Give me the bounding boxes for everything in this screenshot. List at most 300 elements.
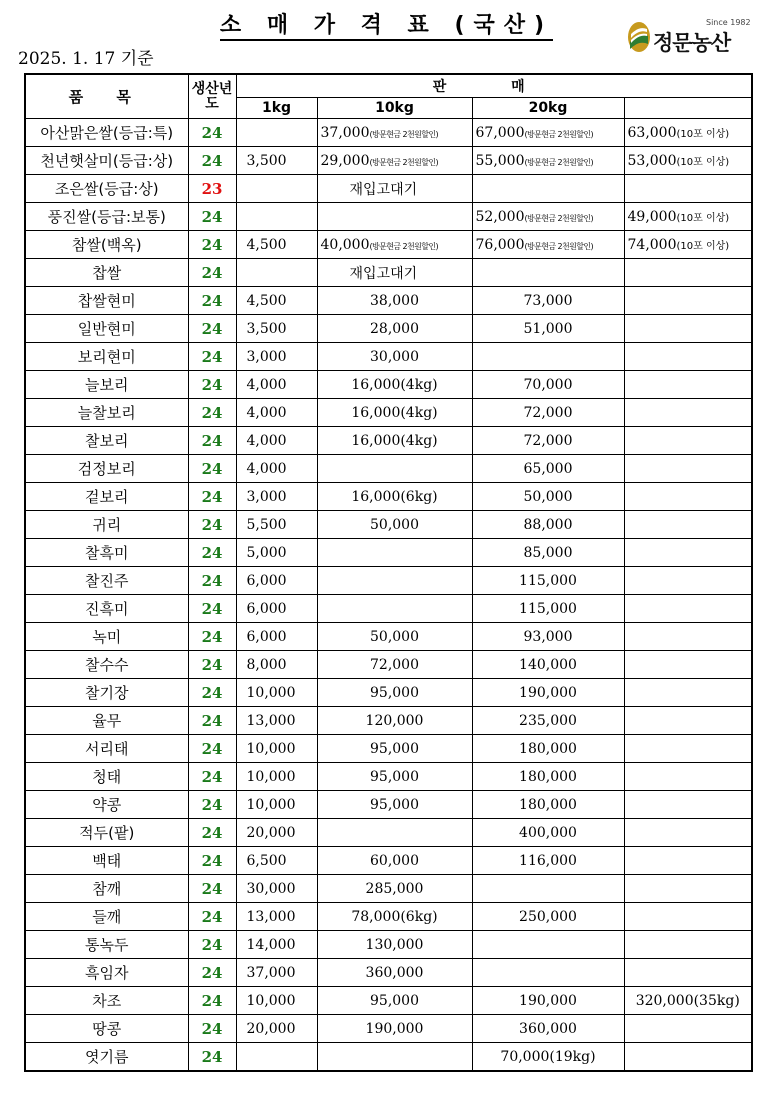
item-name: 찰흑미 (25, 539, 188, 567)
company-logo (626, 14, 756, 58)
price-10kg (317, 875, 472, 903)
price-1kg: 6,000 (236, 567, 317, 595)
price-extra (624, 651, 752, 679)
price-value: 30,000 (370, 348, 419, 365)
price-extra (624, 1043, 752, 1072)
table-row (25, 343, 752, 371)
price-20kg (472, 343, 624, 371)
price-value: 76,000 (475, 236, 525, 253)
price-value: 95,000 (370, 684, 419, 701)
price-value: 180,000 (519, 768, 577, 785)
price-20kg (472, 791, 624, 819)
price-value: 285,000 (365, 880, 424, 897)
price-extra (624, 175, 752, 203)
price-10kg (317, 735, 472, 763)
price-10kg (317, 567, 472, 595)
price-value: 51,000 (523, 320, 573, 337)
price-note: (방문현금 2천원할인) (369, 157, 438, 167)
price-20kg (472, 847, 624, 875)
price-20kg (472, 483, 624, 511)
price-value: 72,000 (523, 432, 573, 449)
price-10kg (317, 455, 472, 483)
price-note: (방문현금 2천원할인) (524, 129, 593, 139)
price-value: 63,000 (627, 124, 677, 141)
price-1kg: 10,000 (236, 763, 317, 791)
item-name: 땅콩 (25, 1015, 188, 1043)
item-name: 겉보리 (25, 483, 188, 511)
price-20kg (472, 203, 624, 231)
item-name: 청태 (25, 763, 188, 791)
price-value: 235,000 (519, 712, 577, 729)
price-value: 180,000 (519, 796, 577, 813)
price-1kg: 10,000 (236, 791, 317, 819)
price-extra (624, 203, 752, 231)
item-name: 약콩 (25, 791, 188, 819)
price-20kg (472, 735, 624, 763)
production-year: 24 (188, 623, 236, 651)
price-value: 70,000(19kg) (500, 1048, 596, 1065)
price-20kg (472, 427, 624, 455)
price-extra (624, 119, 752, 147)
item-name: 엿기름 (25, 1043, 188, 1072)
price-20kg (472, 399, 624, 427)
price-value: 65,000 (523, 460, 573, 477)
price-value: 50,000 (523, 488, 573, 505)
price-10kg (317, 119, 472, 147)
price-1kg: 4,000 (236, 371, 317, 399)
price-20kg (472, 315, 624, 343)
price-10kg (317, 1043, 472, 1072)
price-extra (624, 147, 752, 175)
price-1kg: 6,000 (236, 623, 317, 651)
item-name: 찰보리 (25, 427, 188, 455)
production-year: 24 (188, 315, 236, 343)
price-extra (624, 679, 752, 707)
table-row (25, 679, 752, 707)
header-year: 생산년도 (188, 74, 236, 119)
price-1kg: 10,000 (236, 679, 317, 707)
price-10kg (317, 819, 472, 847)
price-1kg (236, 175, 317, 203)
price-1kg: 20,000 (236, 1015, 317, 1043)
price-value: 40,000 (320, 236, 370, 253)
price-note: (방문현금 2천원할인) (524, 213, 593, 223)
price-20kg (472, 959, 624, 987)
price-1kg: 5,500 (236, 511, 317, 539)
price-value: 37,000 (320, 124, 370, 141)
production-year: 24 (188, 483, 236, 511)
price-1kg: 30,000 (236, 875, 317, 903)
price-20kg (472, 763, 624, 791)
price-extra (624, 595, 752, 623)
item-name: 아산맑은쌀(등급:특) (25, 119, 188, 147)
production-year: 24 (188, 427, 236, 455)
price-20kg (472, 287, 624, 315)
item-name: 조은쌀(등급:상) (25, 175, 188, 203)
table-row (25, 371, 752, 399)
item-name: 귀리 (25, 511, 188, 539)
price-value: 140,000 (519, 656, 577, 673)
price-value: 16,000(4kg) (351, 404, 438, 421)
production-year: 24 (188, 203, 236, 231)
price-1kg: 20,000 (236, 819, 317, 847)
price-value: 115,000 (519, 600, 577, 617)
price-value: 95,000 (370, 796, 419, 813)
price-value: 72,000 (370, 656, 419, 673)
price-note: (방문현금 2천원할인) (369, 241, 438, 251)
price-20kg (472, 1015, 624, 1043)
price-20kg (472, 931, 624, 959)
price-10kg (317, 903, 472, 931)
production-year: 24 (188, 231, 236, 259)
price-extra (624, 819, 752, 847)
price-1kg: 14,000 (236, 931, 317, 959)
price-extra (624, 875, 752, 903)
price-1kg: 6,500 (236, 847, 317, 875)
price-note: (10포 이상) (676, 212, 730, 224)
item-name: 통녹두 (25, 931, 188, 959)
production-year: 24 (188, 679, 236, 707)
table-row (25, 595, 752, 623)
table-row (25, 567, 752, 595)
price-1kg: 3,500 (236, 315, 317, 343)
item-name: 검정보리 (25, 455, 188, 483)
table-row (25, 735, 752, 763)
production-year: 24 (188, 455, 236, 483)
price-10kg (317, 147, 472, 175)
table-row (25, 959, 752, 987)
price-extra (624, 287, 752, 315)
price-20kg (472, 539, 624, 567)
page-title-text: 소 매 가 격 표 (국산) (220, 13, 553, 41)
production-year: 24 (188, 371, 236, 399)
price-rows (25, 119, 752, 1072)
price-value: 115,000 (519, 572, 577, 589)
price-20kg (472, 819, 624, 847)
header-unit-10kg: 10kg (317, 98, 472, 119)
production-year: 24 (188, 819, 236, 847)
production-year: 24 (188, 147, 236, 175)
table-row (25, 203, 752, 231)
price-20kg (472, 623, 624, 651)
price-10kg (317, 763, 472, 791)
table-row (25, 399, 752, 427)
price-1kg: 4,500 (236, 287, 317, 315)
table-row (25, 875, 752, 903)
price-extra (624, 315, 752, 343)
price-1kg: 4,000 (236, 455, 317, 483)
table-row (25, 1015, 752, 1043)
item-name: 보리현미 (25, 343, 188, 371)
item-name: 풍진쌀(등급:보통) (25, 203, 188, 231)
price-value: 93,000 (523, 628, 573, 645)
header-unit-1kg: 1kg (236, 98, 317, 119)
price-1kg: 3,500 (236, 147, 317, 175)
price-extra (624, 567, 752, 595)
table-row (25, 539, 752, 567)
production-year: 24 (188, 735, 236, 763)
item-name: 적두(팥) (25, 819, 188, 847)
header-sales: 판 매 (236, 74, 752, 98)
price-20kg (472, 679, 624, 707)
table-row (25, 819, 752, 847)
price-note: (방문현금 2천원할인) (524, 157, 593, 167)
item-name: 녹미 (25, 623, 188, 651)
production-year: 24 (188, 343, 236, 371)
price-table (24, 73, 753, 1072)
price-10kg (317, 959, 472, 987)
price-20kg (472, 707, 624, 735)
production-year: 24 (188, 259, 236, 287)
price-extra (624, 763, 752, 791)
price-note: (방문현금 2천원할인) (369, 129, 438, 139)
price-value: 16,000(4kg) (351, 376, 438, 393)
restock-status: 재입고대기 (317, 259, 472, 287)
price-10kg (317, 679, 472, 707)
production-year: 24 (188, 1043, 236, 1072)
item-name: 일반현미 (25, 315, 188, 343)
production-year: 24 (188, 903, 236, 931)
price-1kg: 5,000 (236, 539, 317, 567)
price-1kg: 8,000 (236, 651, 317, 679)
price-value: 95,000 (370, 992, 419, 1009)
item-name: 참깨 (25, 875, 188, 903)
price-value: 72,000 (523, 404, 573, 421)
production-year: 24 (188, 987, 236, 1015)
production-year: 24 (188, 567, 236, 595)
item-name: 백태 (25, 847, 188, 875)
price-10kg (317, 399, 472, 427)
price-extra (624, 427, 752, 455)
price-value: 190,000 (519, 992, 577, 1009)
price-extra (624, 847, 752, 875)
price-value: 73,000 (523, 292, 573, 309)
item-name: 찰기장 (25, 679, 188, 707)
table-row (25, 903, 752, 931)
item-name: 들깨 (25, 903, 188, 931)
price-extra (624, 231, 752, 259)
price-extra (624, 1015, 752, 1043)
price-20kg (472, 651, 624, 679)
price-extra (624, 707, 752, 735)
price-extra (624, 399, 752, 427)
production-year: 24 (188, 763, 236, 791)
table-row (25, 231, 752, 259)
header-unit-extra (624, 98, 752, 119)
price-note: (10포 이상) (676, 156, 730, 168)
price-extra (624, 931, 752, 959)
price-1kg: 6,000 (236, 595, 317, 623)
price-value: 250,000 (519, 908, 577, 925)
price-value: 49,000 (627, 208, 677, 225)
price-1kg: 37,000 (236, 959, 317, 987)
table-row (25, 623, 752, 651)
table-row (25, 259, 752, 287)
table-row (25, 651, 752, 679)
price-20kg (472, 567, 624, 595)
price-value: 74,000 (627, 236, 677, 253)
price-extra (624, 343, 752, 371)
price-value: 50,000 (370, 516, 419, 533)
price-10kg (317, 315, 472, 343)
item-name: 찹쌀 (25, 259, 188, 287)
table-row (25, 511, 752, 539)
price-1kg (236, 119, 317, 147)
price-value: 55,000 (475, 152, 525, 169)
item-name: 찹쌀현미 (25, 287, 188, 315)
rice-grain-logo-icon (626, 20, 652, 54)
price-extra (624, 259, 752, 287)
production-year: 24 (188, 119, 236, 147)
price-20kg (472, 455, 624, 483)
table-row (25, 483, 752, 511)
price-10kg (317, 623, 472, 651)
item-name: 찰진주 (25, 567, 188, 595)
table-row (25, 1043, 752, 1072)
price-value: 95,000 (370, 768, 419, 785)
price-extra (624, 455, 752, 483)
price-1kg (236, 1043, 317, 1072)
production-year: 24 (188, 847, 236, 875)
item-name: 차조 (25, 987, 188, 1015)
price-value: 120,000 (365, 712, 424, 729)
price-extra (624, 511, 752, 539)
price-extra (624, 483, 752, 511)
price-10kg (317, 931, 472, 959)
production-year: 24 (188, 287, 236, 315)
price-extra (624, 959, 752, 987)
logo-name: 정문농산 (653, 31, 731, 55)
price-value: 320,000(35kg) (635, 992, 740, 1009)
price-note: (10포 이상) (676, 240, 730, 252)
item-name: 늘찰보리 (25, 399, 188, 427)
price-extra (624, 987, 752, 1015)
price-20kg (472, 231, 624, 259)
price-value: 67,000 (475, 124, 525, 141)
price-10kg (317, 987, 472, 1015)
price-extra (624, 623, 752, 651)
restock-status: 재입고대기 (317, 175, 472, 203)
price-10kg (317, 651, 472, 679)
price-value: 53,000 (627, 152, 677, 169)
price-10kg (317, 511, 472, 539)
price-value: 116,000 (519, 852, 577, 869)
table-row (25, 455, 752, 483)
price-value: 78,000(6kg) (351, 908, 438, 925)
price-20kg (472, 511, 624, 539)
price-10kg (317, 203, 472, 231)
price-extra (624, 735, 752, 763)
production-year: 24 (188, 595, 236, 623)
price-1kg: 4,500 (236, 231, 317, 259)
price-1kg (236, 259, 317, 287)
price-1kg: 4,000 (236, 399, 317, 427)
price-value: 70,000 (523, 376, 573, 393)
table-row (25, 931, 752, 959)
price-20kg (472, 371, 624, 399)
item-name: 율무 (25, 707, 188, 735)
table-row (25, 287, 752, 315)
item-name: 진흑미 (25, 595, 188, 623)
price-10kg (317, 595, 472, 623)
table-row (25, 175, 752, 203)
price-20kg (472, 147, 624, 175)
price-value: 190,000 (365, 1020, 424, 1037)
table-row (25, 987, 752, 1015)
price-note: (방문현금 2천원할인) (524, 241, 593, 251)
price-10kg (317, 427, 472, 455)
price-extra (624, 371, 752, 399)
price-value: 16,000(4kg) (351, 432, 438, 449)
production-year: 24 (188, 1015, 236, 1043)
table-row (25, 315, 752, 343)
price-extra (624, 539, 752, 567)
price-10kg (317, 791, 472, 819)
price-value: 88,000 (523, 516, 573, 533)
price-value: 190,000 (519, 684, 577, 701)
price-10kg (317, 231, 472, 259)
production-year: 24 (188, 707, 236, 735)
table-row (25, 763, 752, 791)
price-10kg (317, 287, 472, 315)
price-extra (624, 903, 752, 931)
price-1kg: 10,000 (236, 987, 317, 1015)
price-20kg (472, 903, 624, 931)
table-row (25, 791, 752, 819)
production-year: 24 (188, 791, 236, 819)
production-year: 24 (188, 511, 236, 539)
price-10kg (317, 483, 472, 511)
item-name: 늘보리 (25, 371, 188, 399)
item-name: 찰수수 (25, 651, 188, 679)
price-20kg (472, 259, 624, 287)
price-value: 16,000(6kg) (351, 488, 438, 505)
price-1kg: 3,000 (236, 483, 317, 511)
price-value: 29,000 (320, 152, 370, 169)
price-20kg (472, 1043, 624, 1072)
item-name: 서리태 (25, 735, 188, 763)
production-year: 24 (188, 959, 236, 987)
price-note: (10포 이상) (676, 128, 730, 140)
header-unit-20kg: 20kg (472, 98, 624, 119)
price-10kg (317, 539, 472, 567)
price-1kg: 3,000 (236, 343, 317, 371)
table-row (25, 147, 752, 175)
price-1kg: 10,000 (236, 735, 317, 763)
price-extra (624, 791, 752, 819)
price-20kg (472, 119, 624, 147)
price-1kg: 13,000 (236, 707, 317, 735)
price-value: 38,000 (370, 292, 419, 309)
price-value: 95,000 (370, 740, 419, 757)
header-item: 품 목 (25, 74, 188, 119)
price-value: 60,000 (370, 852, 419, 869)
price-20kg (472, 875, 624, 903)
price-10kg (317, 371, 472, 399)
price-value: 85,000 (523, 544, 573, 561)
logo-since: Since 1982 (706, 18, 751, 27)
price-1kg: 4,000 (236, 427, 317, 455)
price-value: 50,000 (370, 628, 419, 645)
price-20kg (472, 595, 624, 623)
price-value: 52,000 (475, 208, 525, 225)
item-name: 천년햇살미(등급:상) (25, 147, 188, 175)
table-row (25, 119, 752, 147)
price-10kg (317, 343, 472, 371)
price-value: 28,000 (370, 320, 419, 337)
price-1kg (236, 203, 317, 231)
price-value: 360,000 (519, 1020, 577, 1037)
